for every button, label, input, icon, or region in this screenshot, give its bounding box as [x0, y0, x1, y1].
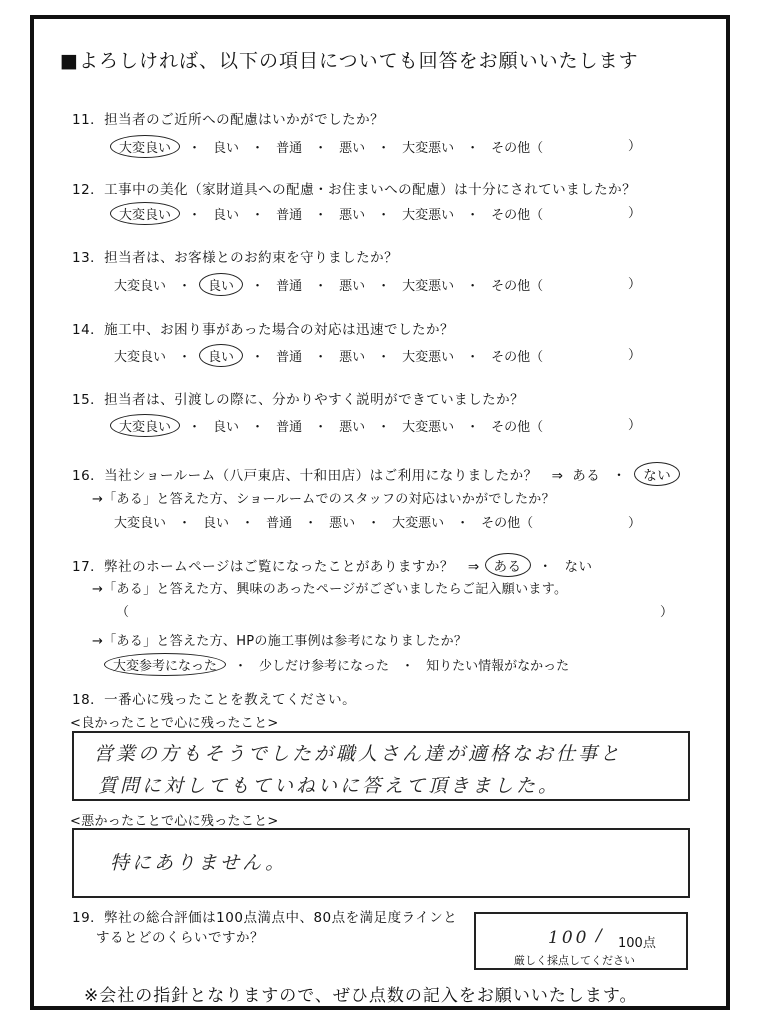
separator: ・ [456, 516, 470, 531]
separator: ・ [314, 420, 328, 435]
separator: ・ [314, 208, 328, 223]
question-17 [72, 553, 597, 577]
separator: ・ [538, 559, 553, 575]
answer-row-12 [110, 202, 547, 225]
separator: ・ [188, 420, 202, 435]
option-very-bad[interactable]: 大変悪い [402, 350, 455, 365]
question-16 [72, 462, 680, 486]
separator: ・ [251, 350, 265, 365]
option-other[interactable]: その他（ [491, 208, 544, 223]
bad-label: <悪かったことで心に残ったこと> [70, 814, 279, 829]
separator: ・ [178, 350, 192, 365]
question-17-sub1: →「ある」と答えた方、興味のあったページがございましたらご記入願います。 [92, 582, 568, 597]
option-normal[interactable]: 普通 [266, 516, 293, 531]
bad-comment-box[interactable] [72, 828, 690, 898]
separator: ・ [466, 350, 480, 365]
option-very-good[interactable]: 大変良い [114, 350, 167, 365]
good-comment-line2: 質問に対してもていねいに答えて頂きました。 [98, 775, 561, 797]
question-13: 13．担当者は、お客様とのお約束を守りましたか？ [72, 250, 399, 266]
option-normal[interactable]: 普通 [276, 420, 303, 435]
separator: ・ [188, 141, 202, 156]
option-bad[interactable]: 悪い [339, 141, 366, 156]
option-not-helpful[interactable]: 知りたい情報がなかった [426, 659, 570, 674]
option-very-bad[interactable]: 大変悪い [402, 208, 455, 223]
other-close-paren: ） [628, 516, 642, 531]
separator: ・ [314, 279, 328, 294]
separator: ・ [466, 279, 480, 294]
question-17-text: 17．弊社のホームページはご覧になったことがありますか？ ⇒ [72, 559, 480, 575]
separator: ・ [241, 516, 255, 531]
option-very-good-selected[interactable]: 大変良い [110, 202, 180, 225]
question-14: 14．施工中、お困り事があった場合の対応は迅速でしたか？ [72, 322, 455, 338]
separator: ・ [466, 420, 480, 435]
good-comment-box[interactable] [72, 731, 690, 801]
score-value: 100 [548, 928, 590, 948]
separator: ・ [466, 141, 480, 156]
question-19-line1: 19．弊社の総合評価は100点満点中、80点を満足度ラインと [72, 910, 458, 926]
option-normal[interactable]: 普通 [276, 350, 303, 365]
separator: ・ [377, 420, 391, 435]
separator: ・ [466, 208, 480, 223]
separator: ・ [612, 468, 627, 484]
option-good-selected[interactable]: 良い [199, 273, 243, 296]
option-bad[interactable]: 悪い [339, 279, 366, 294]
option-bad[interactable]: 悪い [339, 350, 366, 365]
option-good[interactable]: 良い [213, 141, 240, 156]
separator: ・ [314, 350, 328, 365]
question-15: 15．担当者は、引渡しの際に、分かりやすく説明ができていましたか？ [72, 392, 525, 408]
separator: ・ [178, 279, 192, 294]
other-close-paren: ） [628, 139, 642, 154]
separator: ・ [377, 279, 391, 294]
answer-row-17 [104, 653, 573, 676]
option-good[interactable]: 良い [213, 420, 240, 435]
separator: ・ [377, 141, 391, 156]
interest-close-paren: ） [660, 605, 674, 620]
option-other[interactable]: その他（ [491, 279, 544, 294]
option-normal[interactable]: 普通 [276, 141, 303, 156]
option-bad[interactable]: 悪い [339, 208, 366, 223]
separator: ・ [401, 659, 415, 674]
option-good-selected[interactable]: 良い [199, 344, 243, 367]
footer-note: ※会社の指針となりますので、ぜひ点数の記入をお願いいたします。 [84, 986, 638, 1006]
separator: ・ [367, 516, 381, 531]
separator: ・ [178, 516, 192, 531]
answer-row-15 [110, 414, 547, 437]
separator: ・ [234, 659, 248, 674]
other-close-paren: ） [628, 206, 642, 221]
separator: ・ [314, 141, 328, 156]
separator: ・ [304, 516, 318, 531]
option-very-bad[interactable]: 大変悪い [402, 420, 455, 435]
interest-open-paren: （ [116, 605, 130, 620]
question-12: 12．工事中の美化（家財道具への配慮・お住まいへの配慮）は十分にされていましたか？ [72, 182, 637, 198]
question-17-sub2: →「ある」と答えた方、HPの施工事例は参考になりましたか？ [92, 634, 468, 649]
question-18: 18．一番心に残ったことを教えてください。 [72, 692, 357, 708]
option-bad[interactable]: 悪い [329, 516, 356, 531]
option-yes-selected[interactable]: ある [485, 553, 531, 577]
option-very-good[interactable]: 大変良い [114, 516, 167, 531]
option-normal[interactable]: 普通 [276, 279, 303, 294]
separator: ・ [251, 141, 265, 156]
other-close-paren: ） [628, 277, 642, 292]
option-very-bad[interactable]: 大変悪い [402, 141, 455, 156]
separator: ・ [251, 208, 265, 223]
answer-row-14 [110, 344, 547, 367]
separator: ・ [377, 208, 391, 223]
option-very-bad[interactable]: 大変悪い [392, 516, 445, 531]
option-other[interactable]: その他（ [491, 350, 544, 365]
question-11: 11．担当者のご近所への配慮はいかがでしたか？ [72, 112, 385, 128]
score-box[interactable] [474, 912, 688, 970]
good-label: <良かったことで心に残ったこと> [70, 716, 279, 731]
answer-row-11 [110, 135, 547, 158]
option-other[interactable]: その他（ [491, 141, 544, 156]
option-yes[interactable]: ある [572, 468, 601, 484]
option-very-good-selected[interactable]: 大変良い [110, 135, 180, 158]
option-no[interactable]: ない [564, 559, 593, 575]
question-16-text: 16．当社ショールーム（八戸東店、十和田店）はご利用になりましたか？ ⇒ [72, 468, 564, 484]
other-close-paren: ） [628, 348, 642, 363]
form-header: ■よろしければ、以下の項目についても回答をお願いいたします [60, 50, 639, 72]
separator: ・ [377, 350, 391, 365]
option-no-selected[interactable]: ない [634, 462, 680, 486]
option-very-bad[interactable]: 大変悪い [402, 279, 455, 294]
separator: ・ [251, 420, 265, 435]
score-max: 100点 [618, 936, 656, 951]
separator: ・ [188, 208, 202, 223]
option-other[interactable]: その他（ [481, 516, 534, 531]
score-note: 厳しく採点してください [514, 954, 635, 967]
option-very-good[interactable]: 大変良い [114, 279, 167, 294]
option-normal[interactable]: 普通 [276, 208, 303, 223]
option-very-good-selected[interactable]: 大変良い [110, 414, 180, 437]
answer-row-16 [110, 512, 537, 531]
option-bad[interactable]: 悪い [339, 420, 366, 435]
option-very-helpful-selected[interactable]: 大変参考になった [104, 653, 226, 676]
question-16-sub: →「ある」と答えた方、ショールームでのスタッフの対応はいかがでしたか？ [92, 492, 555, 507]
separator: ・ [251, 279, 265, 294]
answer-row-13 [110, 273, 547, 296]
good-comment-line1: 営業の方もそうでしたが職人さん達が適格なお仕事と [94, 743, 623, 765]
other-close-paren: ） [628, 418, 642, 433]
option-slightly-helpful[interactable]: 少しだけ参考になった [259, 659, 390, 674]
bad-comment-text: 特にありません。 [110, 852, 288, 874]
option-other[interactable]: その他（ [491, 420, 544, 435]
option-good[interactable]: 良い [203, 516, 230, 531]
question-19-line2: するとどのくらいですか？ [96, 930, 264, 946]
option-good[interactable]: 良い [213, 208, 240, 223]
score-slash: / [596, 926, 605, 946]
